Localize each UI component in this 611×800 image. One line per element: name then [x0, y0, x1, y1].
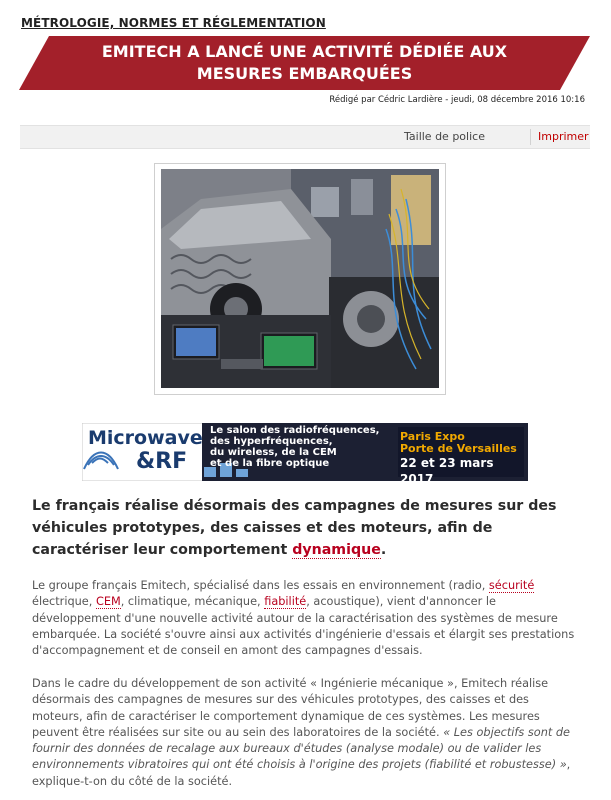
- ad-tagline-line: Le salon des radiofréquences,: [210, 425, 380, 436]
- toolbar-divider: [530, 129, 531, 145]
- ad-tagline-line: et de la fibre optique: [210, 458, 330, 469]
- paragraph-text: Le groupe français Emitech, spécialisé dans les essais en environnement (radio,: [32, 579, 489, 592]
- paragraph-text: Dans le cadre du développement de son activité « Ingénierie mécanique », Emitech réalise désormais des campagnes de mesures sur des véhicules prototypes, des caisses et des moteurs, afin de caractériser le comportement dynamique de ces systèmes. Les mesures peuvent être réalisées sur site ou au sein des laboratoires de la société.: [32, 677, 549, 739]
- article-lead: [32, 495, 582, 561]
- ad-brand-line2: &RF: [136, 449, 188, 474]
- article-byline: Rédigé par Cédric Lardière - jeudi, 08 décembre 2016 10:16: [329, 95, 585, 105]
- ad-tagline-line: du wireless, de la CEM: [210, 447, 337, 458]
- category-link[interactable]: MÉTROLOGIE, NORMES ET RÉGLEMENTATION: [21, 16, 326, 30]
- article-title-band: [19, 36, 590, 90]
- keyword-link-fiabilite[interactable]: fiabilité: [264, 595, 307, 609]
- paragraph-text: , climatique, mécanique,: [120, 595, 265, 609]
- paragraph-text: électrique,: [32, 595, 96, 609]
- lead-end: .: [380, 542, 387, 558]
- article-paragraph-1: [32, 578, 582, 659]
- paragraph-text: , explique-t-on du côté de la société.: [32, 758, 571, 788]
- keyword-link-securite[interactable]: sécurité: [488, 579, 535, 592]
- paragraph-text: , acoustique), vient d'annoncer le développement d'une nouvelle activité autour de la caractérisation des systèmes de mesure embarquée. La société s'ouvre ainsi aux activités d'ingénierie d'essais et élargit ses prestations d'accompagnement et de conseil en amont des campagnes d'essais.: [32, 595, 575, 658]
- lead-text: Le français réalise désormais des campagnes de mesures sur des véhicules prototypes, des caisses et des moteurs, afin de caractériser leur comportement: [32, 498, 557, 558]
- ad-venue-line2: Porte de Versailles: [400, 442, 517, 455]
- article-photo: [154, 163, 446, 395]
- ad-tagline: [210, 425, 400, 469]
- article-title: [19, 41, 590, 85]
- vehicle-test-photo: [161, 169, 439, 388]
- ad-banner[interactable]: [82, 423, 528, 486]
- ad-brand-line1: Microwave: [88, 427, 203, 449]
- article-paragraph-2: [32, 676, 582, 790]
- ad-tagline-line: des hyperfréquences,: [210, 436, 333, 447]
- ad-venue: [400, 431, 522, 487]
- ad-dates: 22 et 23 mars 2017: [400, 456, 494, 486]
- keyword-link-dynamique[interactable]: dynamique: [292, 542, 381, 558]
- ad-venue-line1: Paris Expo: [400, 430, 465, 443]
- article-toolbar: [20, 125, 590, 149]
- paragraph-quote: « Les objectifs sont de fournir des données de recalage aux bureaux d'études (analyse modale) ou de valider les environnements vibratoires qui ont été choisis à l'origine des projets (fiabilité et robustesse) »: [32, 725, 570, 772]
- article-title-line2: MESURES EMBARQUÉES: [196, 64, 413, 83]
- print-link[interactable]: Imprimer: [538, 130, 589, 143]
- keyword-link-cem[interactable]: CEM: [95, 595, 121, 609]
- article-title-line1: EMITECH A LANCÉ UNE ACTIVITÉ DÉDIÉE AUX: [101, 42, 508, 61]
- font-size-control[interactable]: Taille de police: [404, 130, 485, 143]
